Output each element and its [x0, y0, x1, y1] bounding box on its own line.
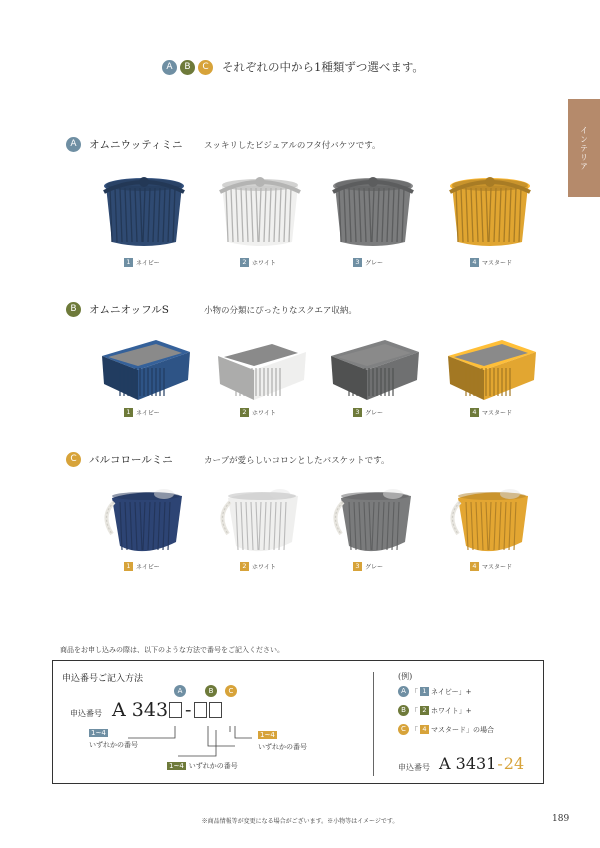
footer-note: ※商品情報等が変更になる場合がございます。※小物等はイメージです。	[201, 818, 399, 825]
range-c-note: いずれかの番号	[258, 743, 307, 751]
product-image-b-4	[440, 322, 540, 404]
color-number: 4	[470, 258, 479, 267]
product-image-a-3	[323, 166, 423, 248]
example-num: 1	[420, 687, 429, 696]
example-text: ネイビー」+	[431, 687, 472, 696]
product-caption	[470, 408, 512, 417]
example-title: (例)	[398, 672, 413, 681]
range-b	[167, 761, 238, 771]
headline	[162, 59, 424, 75]
example-open: 「	[411, 706, 418, 715]
example-line	[398, 686, 471, 697]
product-caption	[353, 258, 383, 267]
section-b-name: オムニオッフルS	[89, 304, 169, 316]
section-b-title	[66, 302, 169, 317]
color-label: グレー	[365, 410, 384, 417]
badge-b: B	[180, 60, 195, 75]
example-num: 2	[420, 706, 429, 715]
product-caption	[124, 258, 160, 267]
product-image-a-4	[440, 166, 540, 248]
color-label: マスタード	[482, 260, 513, 267]
example-text: ホワイト」+	[431, 706, 472, 715]
example-line	[398, 724, 494, 735]
order-box-divider	[373, 672, 374, 776]
page-number: 189	[552, 814, 570, 824]
color-label: ホワイト	[252, 260, 276, 267]
example-text: マスタード」の場合	[431, 725, 494, 734]
color-label: ネイビー	[136, 260, 160, 267]
example-code-label: 申込番号	[398, 763, 430, 772]
product-caption	[124, 408, 160, 417]
color-label: グレー	[365, 260, 384, 267]
product-caption	[240, 408, 276, 417]
example-badge: B	[398, 705, 409, 716]
order-notice: 商品をお申し込みの際は、以下のような方法で番号をご記入ください。	[60, 646, 284, 654]
product-image-c-2	[210, 476, 310, 558]
product-image-b-2	[210, 322, 310, 404]
color-number: 1	[124, 408, 133, 417]
product-image-c-4	[440, 476, 540, 558]
section-c-name: バルコロールミニ	[89, 454, 173, 466]
color-number: 4	[470, 408, 479, 417]
range-c-value: 1~4	[260, 731, 275, 739]
example-open: 「	[411, 725, 418, 734]
color-label: マスタード	[482, 410, 513, 417]
range-b-value: 1~4	[169, 762, 184, 770]
category-tab-label: インテリア	[579, 125, 589, 171]
color-label: ホワイト	[252, 564, 276, 571]
range-c	[258, 731, 277, 739]
product-caption	[124, 562, 160, 571]
product-caption	[353, 408, 383, 417]
range-a	[89, 729, 108, 737]
product-image-b-1	[94, 322, 194, 404]
example-badge: C	[398, 724, 409, 735]
code-badge-c: C	[225, 685, 237, 697]
color-number: 4	[470, 562, 479, 571]
section-c-title	[66, 452, 173, 467]
example-num: 4	[420, 725, 429, 734]
example-code-main: A 3431	[439, 754, 497, 773]
color-number: 1	[124, 258, 133, 267]
example-code-dash: -	[497, 754, 503, 773]
range-a-note: いずれかの番号	[89, 741, 138, 749]
product-caption	[240, 562, 276, 571]
product-caption	[470, 258, 512, 267]
headline-text: それぞれの中から1種類ずつ選べます。	[222, 60, 424, 74]
color-number: 3	[353, 258, 362, 267]
color-number: 2	[240, 562, 249, 571]
section-a-desc: スッキリしたビジュアルのフタ付バケツです。	[204, 141, 381, 151]
color-label: グレー	[365, 564, 384, 571]
product-caption	[470, 562, 512, 571]
color-label: マスタード	[482, 564, 513, 571]
color-label: ホワイト	[252, 410, 276, 417]
color-number: 3	[353, 408, 362, 417]
example-code	[439, 754, 524, 773]
product-image-c-3	[323, 476, 423, 558]
color-number: 2	[240, 258, 249, 267]
product-image-b-3	[323, 322, 423, 404]
section-c-desc: カーブが愛らしいコロンとしたバスケットです。	[204, 456, 390, 466]
section-a-desc-wrap	[204, 139, 381, 151]
color-number: 3	[353, 562, 362, 571]
example-code-tail: 24	[503, 754, 525, 773]
color-number: 1	[124, 562, 133, 571]
code-label: 申込番号	[70, 709, 102, 718]
badge-c: C	[198, 60, 213, 75]
order-title: 申込番号ご記入方法	[62, 674, 144, 684]
example-open: 「	[411, 687, 418, 696]
section-b-desc: 小物の分類にぴったりなスクエア収納。	[204, 306, 357, 316]
badge-a: A	[162, 60, 177, 75]
range-a-value: 1~4	[91, 729, 106, 737]
color-label: ネイビー	[136, 564, 160, 571]
section-b-badge: B	[66, 302, 81, 317]
example-badge: A	[398, 686, 409, 697]
code-badge-a: A	[174, 685, 186, 697]
color-number: 2	[240, 408, 249, 417]
section-c-badge: C	[66, 452, 81, 467]
range-b-note: いずれかの番号	[188, 762, 238, 770]
color-label: ネイビー	[136, 410, 160, 417]
section-b-desc-wrap	[204, 304, 357, 316]
section-c-desc-wrap	[204, 454, 389, 466]
section-a-badge: A	[66, 137, 81, 152]
code-badge-b: B	[205, 685, 217, 697]
product-image-a-1	[94, 166, 194, 248]
product-caption	[353, 562, 383, 571]
product-image-a-2	[210, 166, 310, 248]
order-code-prefix: A 343	[112, 699, 169, 721]
product-caption	[240, 258, 276, 267]
order-code-dash: -	[185, 699, 192, 721]
example-line	[398, 705, 472, 716]
category-tab	[568, 99, 600, 197]
section-a-name: オムニウッティミニ	[89, 139, 183, 151]
section-a-title	[66, 137, 182, 152]
product-image-c-1	[94, 476, 194, 558]
